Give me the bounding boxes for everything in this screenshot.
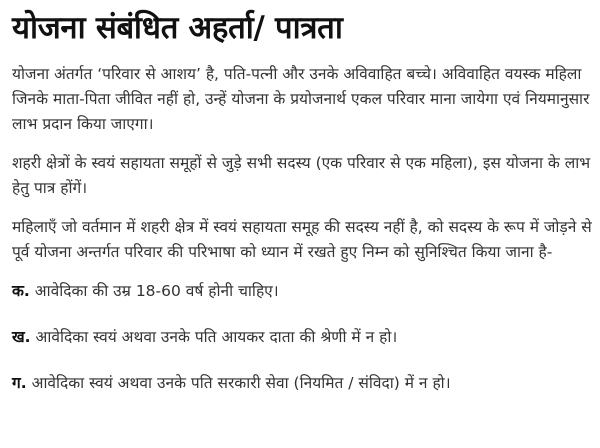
criterion-marker: क. (12, 282, 30, 300)
criterion-item (12, 371, 592, 396)
criterion-marker: ग. (12, 374, 27, 392)
criterion-marker: ख. (12, 328, 31, 346)
criterion-item (12, 325, 592, 350)
criterion-text: आवेदिका स्वयं अथवा उनके पति आयकर दाता की श्रेणी में न हो। (35, 328, 398, 346)
criterion-item (12, 279, 592, 304)
page-title: योजना संबंधित अहर्ता/ पात्रता (12, 10, 343, 46)
criterion-text: आवेदिका स्वयं अथवा उनके पति सरकारी सेवा (नियमित / संविदा) में न हो। (31, 374, 451, 392)
shg-members-paragraph: शहरी क्षेत्रों के स्वयं सहायता समूहों से जुड़े सभी सदस्य (एक परिवार से एक महिला), इस योजना के लाभ हेतु पात्र होंगें। (12, 154, 591, 197)
criterion-text: आवेदिका की उम्र 18-60 वर्ष होनी चाहिए। (34, 282, 279, 300)
new-members-paragraph: महिलाएँ जो वर्तमान में शहरी क्षेत्र में स्वयं सहायता समूह की सदस्य नहीं है, को सदस्य के रूप में जोड़ने से पूर्व योजना अन्तर्गत परिवार की परिभाषा को ध्यान में रखते हुए निम्न को सुनिश्चित किया जाना है- (12, 218, 592, 261)
family-definition-paragraph: योजना अंतर्गत ‘परिवार से आशय’ है, पति-पत्नी और उनके अविवाहित बच्चे। अविवाहित वयस्क महिला जिनके माता-पिता जीवित नहीं हो, उन्हें योजना के प्रयोजनार्थ एकल परिवार माना जायेगा एवं नियमानुसार लाभ प्रदान किया जाएगा। (12, 65, 590, 133)
